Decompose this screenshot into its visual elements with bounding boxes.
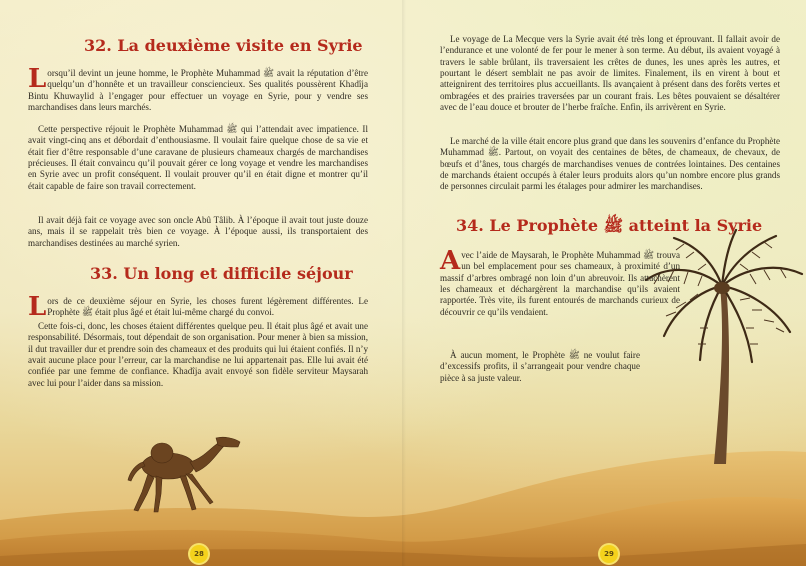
section-34-title: 34. Le Prophète ﷺ atteint la Syrie (456, 216, 763, 235)
right-paragraph-2: Le marché de la ville était encore plus grand que dans les souvenirs d’enfance du Prophète Muhammad ﷺ. Partout, on voyait des centaines de bêtes, de chameaux, de chevaux, de bœufs et d’ânes, tous chargés de marchandises venues de contrées lointaines. Des centaines de marchands étaient occupés à étaler leurs produits alors qu’un nombre encore plus grands de personnes circulait parmi les étalages pour admirer les marchandises. (440, 136, 780, 192)
section-32-paragraph-1: Lorsqu’il devint un jeune homme, le Prophète Muhammad ﷺ avait la réputation d’être quelqu’un d’honnête et un travailleur consciencieux. Ses qualités poussèrent Khadîja Bintu Khuwaylid à l’engager pour effectuer un voyage en Syrie, pour y vendre ses marchandises dans leurs marchés. (28, 64, 368, 113)
page-number-left: 28 (190, 545, 208, 563)
section-33-title: 33. Un long et difficile séjour (90, 264, 353, 283)
section-34-paragraph-1: Avec l’aide de Maysarah, le Prophète Muhammad ﷺ trouva un bel emplacement pour ses chameaux, à proximité d’un massif d’arbres ombragé non loin d’un abreuvoir. Ils attachèrent les chameaux et déchargèrent la marchandise qu’ils avaient rapportée. Très vite, ils furent entourés de marchands curieux de découvrir ce qu’ils vendaient. (440, 246, 680, 317)
page-number-right: 29 (600, 545, 618, 563)
section-32-title: 32. La deuxième visite en Syrie (84, 36, 363, 55)
dropcap-l: L (28, 292, 47, 322)
section-33-paragraph-2: Cette fois-ci, donc, les choses étaient différentes quelque peu. Il était plus âgé et avait une responsabilité. Désormais, tout dépendait de son organisation. Pour mener à bien sa mission, il dut travailler dur et prendre soin des chameaux et des produits qui lui étaient confiés. Il n’y avait aucune place pour l’erreur, car la marchandise ne lui appartenait pas. Elle lui avait été confiée par une femme de confiance. Khadîja avait envoyé son fidèle serviteur Maysarah avec lui pour l’aider dans sa mission. (28, 321, 368, 388)
section-32-paragraph-2: Cette perspective réjouit le Prophète Muhammad ﷺ qui l’attendait avec impatience. Il avait vingt-cinq ans et débordait d’enthousiasme. Il voulait faire quelque chose de sa vie et était fier d’être responsable d’une caravane de plusieurs chameaux chargés de marchandises précieuses. Il était convaincu qu’il pouvait gérer ce long voyage et vendre les marchandises en Syrie avec un profit conséquent. Il voulait prouver qu’il en était digne et montrer qu’il était capable de faire son travail correctement. (28, 124, 368, 191)
right-paragraph-1: Le voyage de La Mecque vers la Syrie avait été très long et éprouvant. Il fallait avoir de l’endurance et une volonté de fer pour le mener à son terme. Au début, ils avaient voyagé à travers le sable brûlant, ils traversaient les crêtes de dunes, les unes après les autres, et pourtant le désert semblait ne pas avoir de limites. Finalement, ils en virent à bout et atteignirent des territoires plus accueillants. Ils avançaient à présent dans des forêts vertes et ombragées et des prairies traversées par un courant frais. Les bêtes pouvaient se désaltérer avec de l’eau douce et brouter de l’herbe fraîche. Enfin, ils arrivèrent en Syrie. (440, 34, 780, 113)
section-32-paragraph-3: Il avait déjà fait ce voyage avec son oncle Abû Tâlib. À l’époque il avait tout juste douze ans, mais il se rappelait très bien ce voyage. À l’époque aussi, ils transportaient des marchandises destinées au marché syrien. (28, 215, 368, 248)
dropcap-l: L (28, 64, 47, 94)
page-gutter (402, 0, 406, 566)
dropcap-a: A (440, 246, 461, 276)
section-34-paragraph-2: À aucun moment, le Prophète ﷺ ne voulut faire d’excessifs profits, il s’arrangeait pour vendre chaque pièce à sa juste valeur. (440, 350, 640, 383)
section-33-paragraph-1: Lors de ce deuxième séjour en Syrie, les choses furent légèrement différentes. Le Prophète ﷺ était plus âgé et était lui-même chargé du convoi. (28, 292, 368, 322)
camel-illustration (112, 432, 244, 514)
